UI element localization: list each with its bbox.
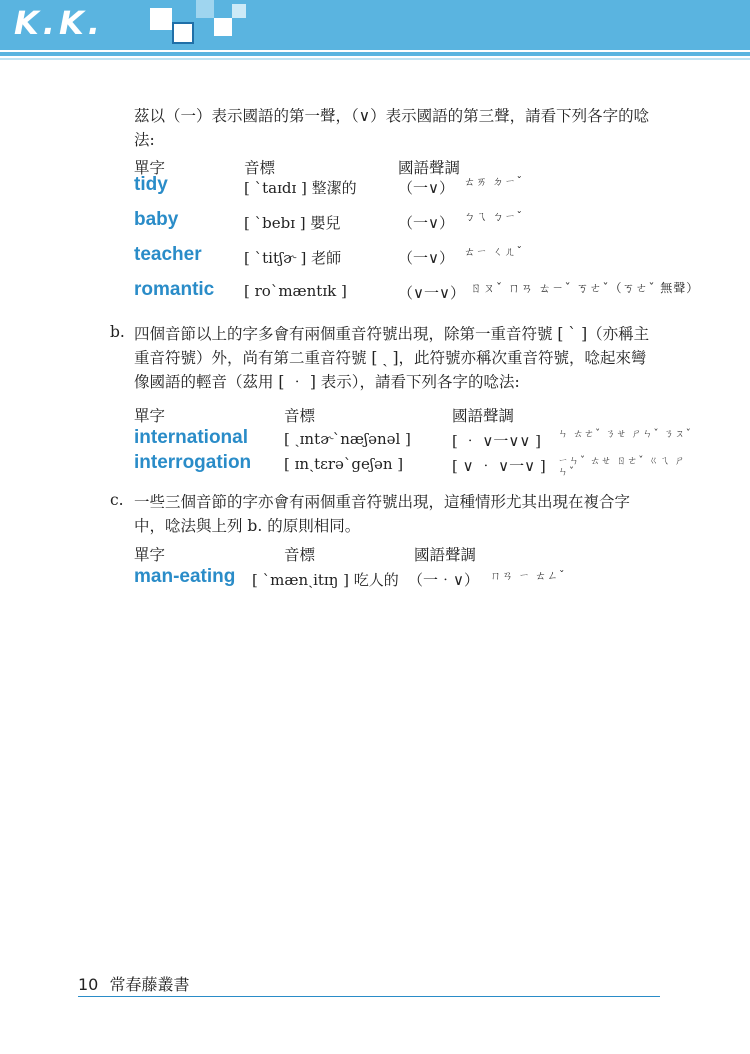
col-header-word: 單字 xyxy=(134,546,166,564)
decor-square xyxy=(196,0,214,18)
ipa-transcription: [ ɪnˏtɛrəˋgeʃən ] xyxy=(284,455,404,473)
col-header-tone: 國語聲調 xyxy=(452,407,515,425)
decor-square xyxy=(232,4,246,18)
tone-pattern: （一∨） xyxy=(398,214,454,232)
ipa-transcription: [ roˋmæntɪk ] xyxy=(244,282,347,300)
ipa-transcription: [ ˋtitʃɚ ] 老師 xyxy=(244,249,342,267)
series-title: 常春藤叢書 xyxy=(109,975,190,994)
header-band xyxy=(0,0,750,50)
col-header-tone: 國語聲調 xyxy=(414,546,477,564)
ipa-transcription: [ ˏɪntɚˋnæʃənəl ] xyxy=(284,430,411,448)
vocab-word: romantic xyxy=(134,279,215,300)
decor-square xyxy=(172,22,194,44)
zhuyin-reading: ㄇㄢ ㄧ ㄊㄥˇ xyxy=(490,569,566,582)
header-rule-light xyxy=(0,58,750,60)
table-row xyxy=(134,452,694,486)
page-header xyxy=(0,0,750,62)
col-header-ipa: 音標 xyxy=(284,407,316,425)
decor-square xyxy=(214,18,232,36)
header-rule xyxy=(0,52,750,56)
vocab-word: interrogation xyxy=(134,452,252,473)
vocab-word: international xyxy=(134,427,249,448)
tone-pattern: （一∨） xyxy=(398,249,454,267)
col-header-word: 單字 xyxy=(134,159,166,177)
kk-logo: K.K. xyxy=(14,4,104,42)
footer-rule xyxy=(78,996,660,997)
page-footer xyxy=(78,972,189,995)
zhuyin-reading: ㄧㄣˇ ㄊㄝ ㄖㄜˇ ㄍㄟ ㄕㄣˇ xyxy=(558,456,686,478)
vocab-word: man-eating xyxy=(134,566,236,587)
vocab-word: teacher xyxy=(134,244,202,265)
intro-paragraph: 茲以（一）表示國語的第一聲，（∨）表示國語的第三聲，請看下列各字的唸法: xyxy=(134,107,650,149)
ipa-transcription: [ ˋtaɪdɪ ] 整潔的 xyxy=(244,179,357,197)
section-c-paragraph: 一些三個音節的字亦會有兩個重音符號出現，這種情形尤其出現在複合字中，唸法與上列 b. 的原則相同。 xyxy=(134,493,631,535)
zhuyin-reading: ㄊㄞ ㄉㄧˇ xyxy=(464,175,523,188)
tone-pattern: [ ‧ ∨一∨∨ ] xyxy=(452,432,541,450)
section-marker-b: b. xyxy=(110,323,125,341)
ipa-transcription: [ ˋbebɪ ] 嬰兒 xyxy=(244,214,341,232)
table-row xyxy=(134,209,694,243)
table-row xyxy=(134,279,700,313)
col-header-ipa: 音標 xyxy=(284,546,316,564)
vocab-word: tidy xyxy=(134,174,168,195)
page-number: 10 xyxy=(78,975,99,994)
zhuyin-reading: ㄖㄡˇ ㄇㄢ ㄊㄧˇ ㄎㄜˇ（ㄎㄜˇ 無聲） xyxy=(470,281,700,295)
table-row xyxy=(134,244,694,278)
zhuyin-reading: ㄅㄟ ㄅㄧˇ xyxy=(464,210,523,223)
tone-pattern: （一∨） xyxy=(398,179,454,197)
table-row xyxy=(134,174,694,208)
tone-pattern: [ ∨ ‧ ∨一∨ ] xyxy=(452,457,546,475)
vocab-word: baby xyxy=(134,209,179,230)
ipa-transcription: [ ˋmænˏitɪŋ ] 吃人的 xyxy=(252,571,399,589)
zhuyin-reading: ㄣ ㄊㄜˇ ㄋㄝ ㄕㄣˇ ㄋㄡˇ xyxy=(558,429,692,440)
tone-pattern: （一‧∨） xyxy=(408,571,479,589)
col-header-tone: 國語聲調 xyxy=(398,159,461,177)
decor-square xyxy=(150,8,172,30)
section-b-paragraph: 四個音節以上的字多會有兩個重音符號出現，除第一重音符號 [ ˋ ]（亦稱主重音符號）外，尚有第二重音符號 [ ˏ ]，此符號亦稱次重音符號，唸起來彎像國語的輕音（茲用 [ ‧ ] 表示），請看下列各字的唸法: xyxy=(134,325,650,391)
col-header-word: 單字 xyxy=(134,407,166,425)
table-row xyxy=(134,566,694,600)
tone-pattern: （∨一∨） xyxy=(398,284,465,302)
col-header-ipa: 音標 xyxy=(244,159,276,177)
zhuyin-reading: ㄊㄧ ㄑㄦˇ xyxy=(464,245,523,258)
section-marker-c: c. xyxy=(110,491,124,509)
